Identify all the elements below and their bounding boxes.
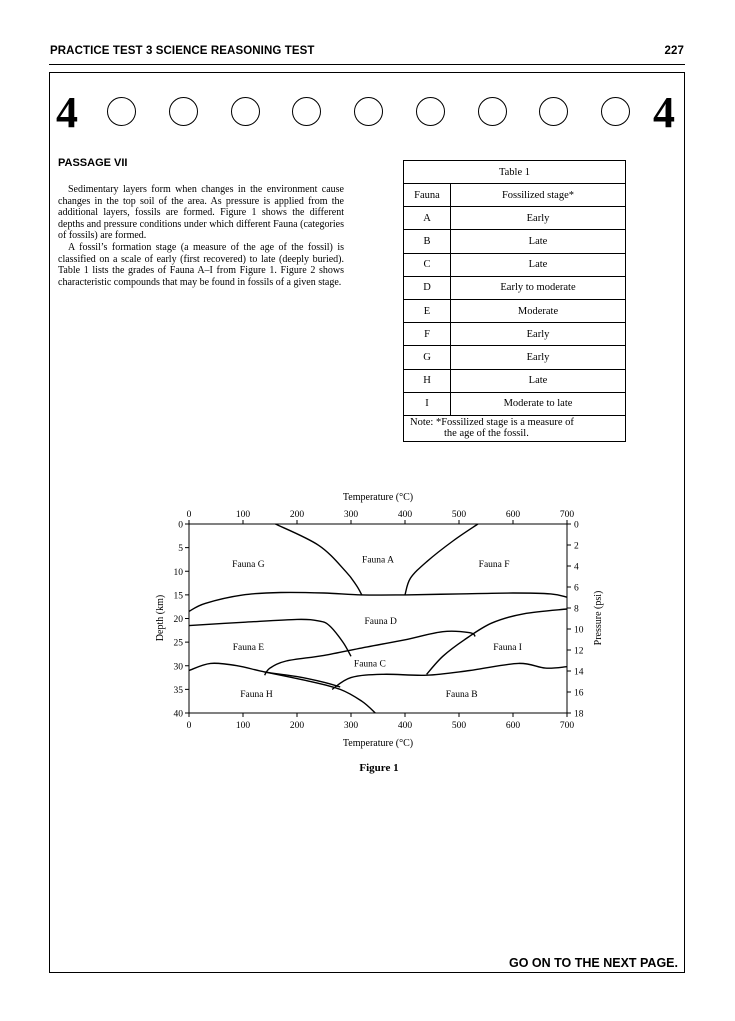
region-labels: [232, 555, 522, 700]
region-label: Fauna E: [232, 642, 265, 653]
footer-next-page: GO ON TO THE NEXT PAGE.: [508, 956, 678, 970]
region-boundary-line: [265, 672, 376, 713]
region-label: Fauna G: [232, 560, 265, 571]
region-label: Fauna I: [493, 642, 522, 653]
x-tick-label-bottom: 500: [451, 721, 467, 731]
x-tick-label-top: 700: [559, 510, 575, 520]
y-left-tick-label: 20: [173, 615, 183, 625]
y-right-tick-label: 14: [574, 667, 584, 678]
region-boundary-line: [189, 592, 567, 611]
x-tick-label-top: 400: [397, 510, 413, 520]
table-cell-stage: Early: [451, 323, 626, 346]
x-tick-label-bottom: 600: [505, 721, 521, 731]
y-right-tick-label: 2: [574, 541, 579, 552]
x-tick-label-top: 200: [289, 510, 305, 520]
y-left-tick-label: 40: [173, 709, 183, 720]
running-header-title: PRACTICE TEST 3 SCIENCE REASONING TEST: [50, 45, 315, 57]
y-right-tick-label: 6: [574, 583, 579, 594]
region-label: Fauna D: [364, 616, 397, 627]
x-tick-label-bottom: 300: [343, 721, 359, 731]
table-cell-stage: Moderate: [451, 299, 626, 322]
bottom-x-axis-title: Temperature (°C): [342, 738, 414, 749]
passage-paragraph-1: Sedimentary layers form when changes in the environment cause changes in the top soil of the area. As pressure is applied from the additional layers, fossils are formed. Figure 1 shows the different depths and pressure conditions under which different Fauna (categories of fossils) are formed.: [58, 184, 344, 242]
top-x-axis-title: Temperature (°C): [342, 492, 414, 503]
left-y-axis-title: Depth (km): [155, 594, 166, 642]
region-label: Fauna B: [445, 690, 478, 701]
y-right-tick-label: 18: [574, 709, 584, 720]
table-cell-fauna: G: [404, 346, 451, 369]
y-right-tick-label: 16: [574, 688, 584, 699]
x-tick-label-top: 100: [235, 510, 251, 520]
figure-caption: Figure 1: [359, 762, 399, 774]
region-boundary-line: [405, 524, 478, 595]
y-right-tick-label: 12: [574, 646, 584, 657]
y-left-tick-label: 35: [173, 685, 183, 696]
table-cell-stage: Late: [451, 253, 626, 276]
passage-paragraph-2: A fossil’s formation stage (a measure of the age of the fossil) is classified on a scale of early (first recovered) to late (deeply buried). Table 1 lists the grades of Fauna A–I from Figure 1. Figure 2 shows characteristic compounds that may be found in fossils of a given stage.: [58, 241, 344, 288]
y-right-tick-label: 10: [574, 625, 584, 636]
y-left-tick-label: 0: [178, 520, 183, 531]
section-number-right: 4: [653, 88, 675, 137]
table-cell-stage: Late: [451, 369, 626, 392]
y-left-tick-label: 10: [173, 567, 183, 578]
x-tick-label-bottom: 700: [559, 721, 575, 731]
page-number: 227: [664, 45, 684, 57]
y-right-tick-label: 4: [574, 562, 579, 573]
y-right-tick-label: 0: [574, 520, 579, 531]
x-tick-label-top: 0: [186, 510, 192, 520]
y-right-tick-label: 8: [574, 604, 579, 615]
x-tick-label-top: 500: [451, 510, 467, 520]
region-boundary-line: [275, 524, 361, 595]
x-tick-label-top: 600: [505, 510, 521, 520]
region-label: Fauna A: [362, 555, 394, 566]
y-left-tick-label: 5: [178, 544, 183, 555]
y-left-tick-label: 25: [173, 638, 183, 649]
table-cell-stage: Early to moderate: [451, 276, 626, 299]
y-left-tick-label: 30: [173, 662, 183, 673]
table-caption: Table 1: [404, 161, 626, 184]
section-number-left: 4: [56, 88, 78, 137]
table-cell-stage: Early: [451, 207, 626, 230]
right-y-axis-title: Pressure (psi): [593, 590, 604, 646]
table-cell-fauna: I: [404, 392, 451, 415]
table-cell-stage: Late: [451, 230, 626, 253]
table-cell-fauna: H: [404, 369, 451, 392]
y-left-tick-label: 15: [173, 591, 183, 602]
region-boundary-line: [427, 609, 567, 674]
region-label: Fauna C: [353, 659, 386, 670]
x-tick-label-bottom: 200: [289, 721, 305, 731]
x-tick-label-bottom: 100: [235, 721, 251, 731]
table-header-stage: Fossilized stage*: [451, 184, 626, 207]
x-tick-label-bottom: 400: [397, 721, 413, 731]
table-cell-fauna: F: [404, 323, 451, 346]
region-boundary-line: [189, 619, 351, 656]
x-tick-label-bottom: 0: [186, 721, 192, 731]
table-header-fauna: Fauna: [404, 184, 451, 207]
table-note-line-2: the age of the fossil.: [444, 427, 529, 439]
table-note-line-1: Note: *Fossilized stage is a measure of: [410, 416, 574, 428]
table-cell-fauna: C: [404, 253, 451, 276]
table-cell-stage: Early: [451, 346, 626, 369]
table-cell-stage: Moderate to late: [451, 392, 626, 415]
table-cell-fauna: D: [404, 276, 451, 299]
passage-title: PASSAGE VII: [58, 157, 128, 169]
region-label: Fauna F: [478, 560, 510, 571]
table-cell-fauna: A: [404, 207, 451, 230]
table-cell-fauna: B: [404, 230, 451, 253]
x-tick-label-top: 300: [343, 510, 359, 520]
table-cell-fauna: E: [404, 299, 451, 322]
region-label: Fauna H: [240, 690, 273, 701]
